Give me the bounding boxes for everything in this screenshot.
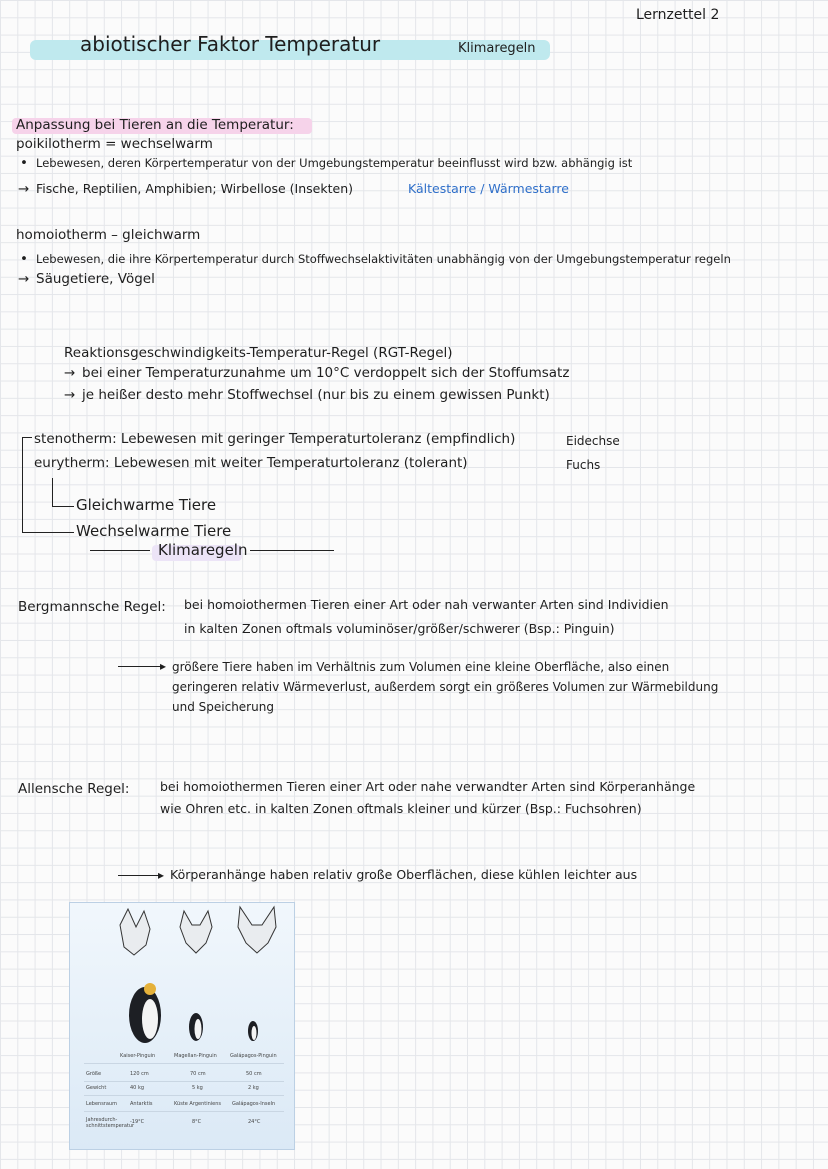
homoio-examples: Säugetiere, Vögel: [36, 271, 155, 287]
poikilo-term: poikilotherm = wechselwarm: [16, 136, 213, 152]
bullet-icon: •: [20, 251, 28, 267]
table-cell: 50 cm: [246, 1071, 262, 1077]
allen-label: Allensche Regel:: [18, 781, 130, 797]
arrow-icon: →: [18, 181, 30, 197]
homoio-term: homoiotherm – gleichwarm: [16, 227, 201, 243]
bullet-icon: •: [20, 155, 28, 171]
page-title: abiotischer Faktor Temperatur: [80, 32, 381, 56]
penguins-illustration: [70, 973, 294, 1053]
arrow-icon: →: [64, 365, 76, 381]
table-cell: Küste Argentiniens: [174, 1101, 221, 1107]
allen-text-2: wie Ohren etc. in kalten Zonen oftmals kleiner und kürzer (Bsp.: Fuchsohren): [160, 801, 642, 816]
bergmann-text-2: in kalten Zonen oftmals voluminöser/größer/schwerer (Bsp.: Pinguin): [184, 621, 615, 636]
arrow-icon: →: [18, 271, 30, 287]
bergmann-text-1: bei homoiothermen Tieren einer Art oder nah verwanter Arten sind Individien: [184, 597, 669, 612]
poikilo-states: Kältestarre / Wärmestarre: [408, 181, 569, 196]
homoio-definition: Lebewesen, die ihre Körpertemperatur durch Stoffwechselaktivitäten unabhängig von der Umgebungstemperatur regeln: [36, 252, 731, 266]
table-cell: 8°C: [192, 1119, 202, 1125]
row-label: Gewicht: [86, 1085, 107, 1091]
rgt-heading: Reaktionsgeschwindigkeits-Temperatur-Regel (RGT-Regel): [64, 345, 453, 361]
table-cell: Galápagos-Inseln: [232, 1101, 276, 1107]
table-cell: 40 kg: [130, 1085, 145, 1091]
allen-consequence: Körperanhänge haben relativ große Oberflächen, diese kühlen leichter aus: [170, 867, 638, 882]
page-subtitle: Klimaregeln: [458, 41, 536, 56]
arrow-icon: ▸: [158, 868, 165, 882]
species-header: Magellan-Pinguin: [174, 1053, 217, 1059]
bergmann-consequence-2: geringeren relativ Wärmeverlust, außerdem sorgt ein größeres Volumen zur Wärmebildung: [172, 680, 719, 694]
poikilo-examples: Fische, Reptilien, Amphibien; Wirbellose (Insekten): [36, 181, 353, 196]
rgt-point-1: bei einer Temperaturzunahme um 10°C verdoppelt sich der Stoffumsatz: [82, 365, 570, 381]
table-divider: [84, 1081, 284, 1082]
bracket-line: [22, 437, 32, 438]
arrow-line: [118, 875, 162, 876]
rgt-point-2: je heißer desto mehr Stoffwechsel (nur bis zu einem gewissen Punkt): [82, 387, 550, 403]
poikilo-definition: Lebewesen, deren Körpertemperatur von der Umgebungstemperatur beeinflusst wird bzw. abhängig ist: [36, 156, 633, 170]
table-divider: [84, 1111, 284, 1112]
table-cell: Antarktis: [130, 1101, 153, 1107]
bergmann-consequence-3: und Speicherung: [172, 700, 274, 714]
eurytherm-example: Fuchs: [566, 458, 601, 472]
branch-gleichwarm: Gleichwarme Tiere: [76, 496, 217, 514]
bracket-line: [22, 437, 23, 532]
table-cell: -19°C: [130, 1119, 145, 1125]
bergmann-label: Bergmannsche Regel:: [18, 599, 166, 615]
row-label: Lebensraum: [86, 1101, 117, 1107]
species-header: Galápagos-Pinguin: [230, 1053, 277, 1059]
table-cell: 120 cm: [130, 1071, 149, 1077]
table-cell: 5 kg: [192, 1085, 203, 1091]
table-cell: 24°C: [248, 1119, 261, 1125]
branch-wechselwarm: Wechselwarme Tiere: [76, 522, 232, 540]
allen-text-1: bei homoiothermen Tieren einer Art oder nahe verwandter Arten sind Körperanhänge: [160, 779, 696, 794]
divider: [250, 550, 334, 551]
arrow-icon: →: [64, 387, 76, 403]
table-cell: 70 cm: [190, 1071, 206, 1077]
species-header: Kaiser-Pinguin: [120, 1053, 156, 1059]
adaptation-heading: Anpassung bei Tieren an die Temperatur:: [16, 117, 294, 133]
table-divider: [84, 1095, 284, 1096]
section-title-klimaregeln: Klimaregeln: [158, 541, 248, 559]
divider: [90, 550, 150, 551]
penguin-fox-figure: [69, 902, 295, 1150]
arrow-line: [118, 666, 164, 667]
row-label: Größe: [86, 1071, 102, 1077]
branch-line: [52, 478, 53, 506]
eurytherm-definition: eurytherm: Lebewesen mit weiter Temperaturtoleranz (tolerant): [34, 455, 468, 471]
branch-line: [52, 506, 74, 507]
table-divider: [84, 1063, 284, 1064]
branch-line: [22, 532, 74, 533]
arrow-icon: ▸: [160, 659, 167, 673]
stenotherm-definition: stenotherm: Lebewesen mit geringer Temperaturtoleranz (empfindlich): [34, 431, 516, 447]
table-cell: 2 kg: [248, 1085, 259, 1091]
row-label: Jahresdurch-schnittstemperatur: [86, 1117, 135, 1129]
stenotherm-example: Eidechse: [566, 434, 620, 448]
bergmann-consequence-1: größere Tiere haben im Verhältnis zum Volumen eine kleine Oberfläche, also einen: [172, 660, 670, 674]
corner-label: Lernzettel 2: [636, 7, 720, 23]
